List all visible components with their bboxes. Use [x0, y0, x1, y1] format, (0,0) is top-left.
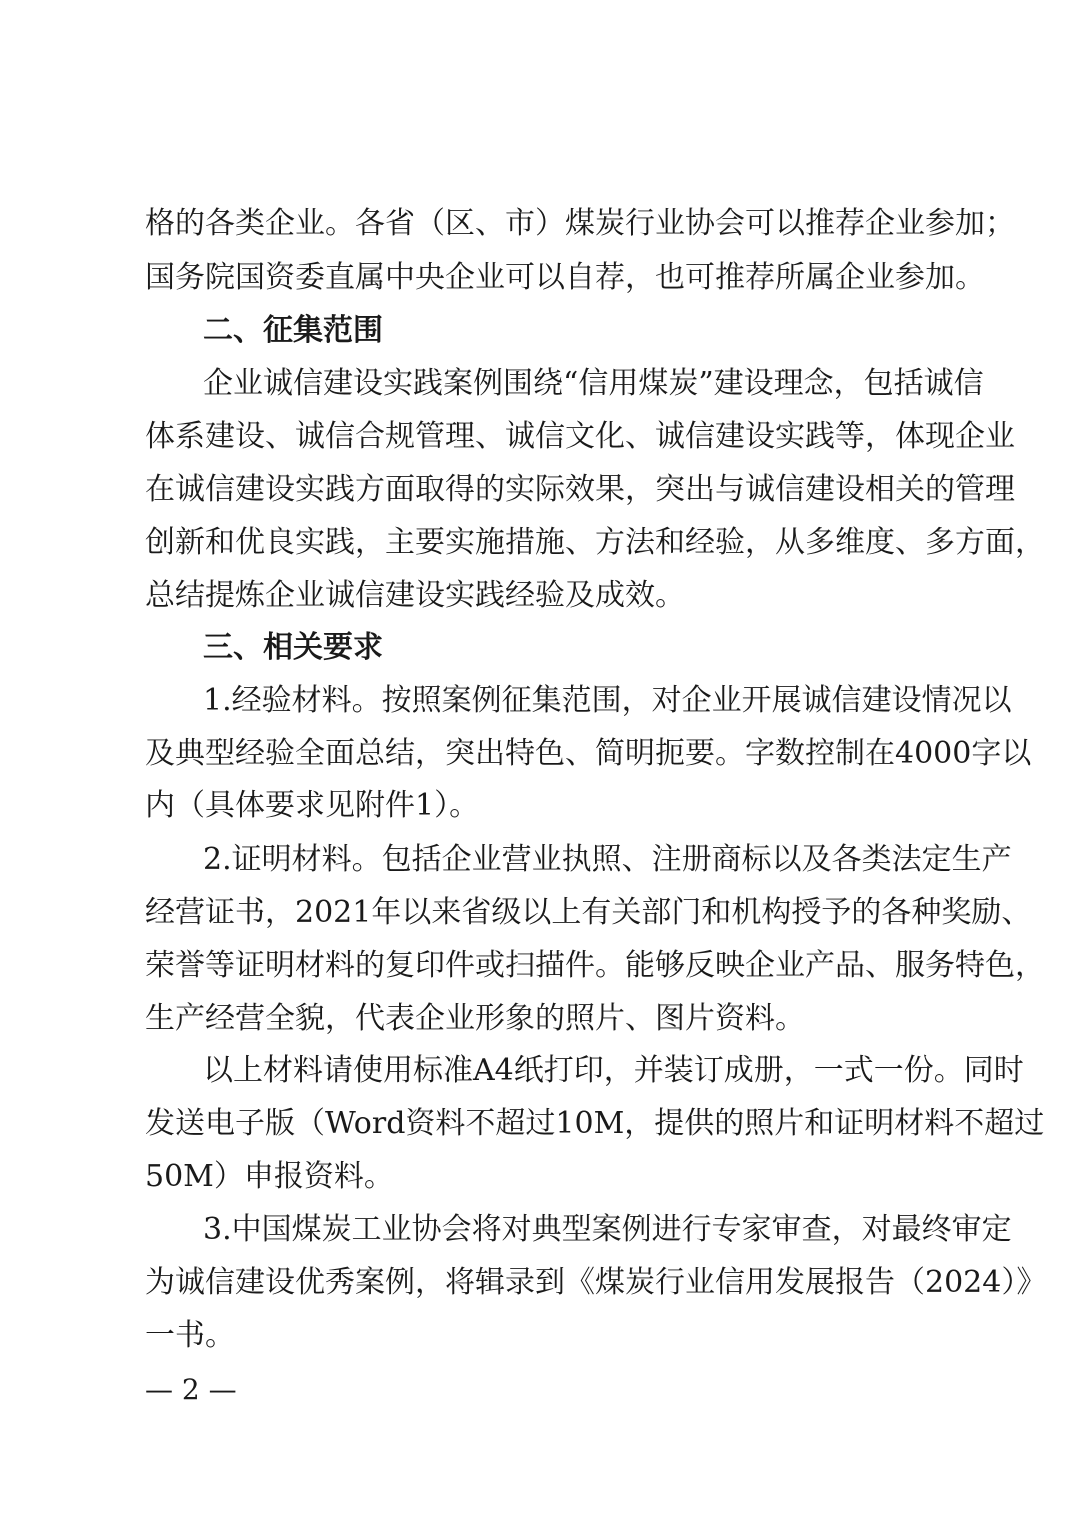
text-line: 2.证明材料。包括企业营业执照、注册商标以及各类法定生产: [203, 842, 1012, 877]
text-line: 体系建设、诚信合规管理、诚信文化、诚信建设实践等，体现企业: [145, 419, 1015, 454]
text-line: 内（具体要求见附件1）。: [145, 788, 480, 823]
text-line: 总结提炼企业诚信建设实践经验及成效。: [145, 578, 685, 613]
text-line: 3.中国煤炭工业协会将对典型案例进行专家审查，对最终审定: [203, 1212, 1012, 1247]
section-heading: 二、征集范围: [203, 313, 383, 348]
text-line: 以上材料请使用标准A4纸打印，并装订成册，一式一份。同时: [203, 1053, 1024, 1088]
text-line: 国务院国资委直属中央企业可以自荐，也可推荐所属企业参加。: [145, 260, 985, 295]
text-line: 荣誉等证明材料的复印件或扫描件。能够反映企业产品、服务特色，: [145, 948, 1045, 983]
text-line: 创新和优良实践，主要实施措施、方法和经验，从多维度、多方面，: [145, 525, 1045, 560]
text-line: 企业诚信建设实践案例围绕“信用煤炭”建设理念，包括诚信: [203, 366, 984, 401]
text-line: 一书。: [145, 1318, 235, 1353]
page-number: — 2 —: [145, 1373, 237, 1406]
text-line: 50M）申报资料。: [145, 1159, 394, 1194]
text-line: 及典型经验全面总结，突出特色、简明扼要。字数控制在4000字以: [145, 736, 1032, 771]
text-line: 1.经验材料。按照案例征集范围，对企业开展诚信建设情况以: [203, 683, 1012, 718]
text-line: 生产经营全貌，代表企业形象的照片、图片资料。: [145, 1001, 805, 1036]
text-line: 格的各类企业。各省（区、市）煤炭行业协会可以推荐企业参加；: [145, 206, 1015, 241]
text-line: 在诚信建设实践方面取得的实际效果，突出与诚信建设相关的管理: [145, 472, 1015, 507]
text-line: 经营证书，2021年以来省级以上有关部门和机构授予的各种奖励、: [145, 895, 1032, 930]
text-line: 为诚信建设优秀案例，将辑录到《煤炭行业信用发展报告（2024）》: [145, 1265, 1047, 1300]
section-heading: 三、相关要求: [203, 630, 383, 665]
text-line: 发送电子版（Word资料不超过10M，提供的照片和证明材料不超过: [145, 1106, 1045, 1141]
